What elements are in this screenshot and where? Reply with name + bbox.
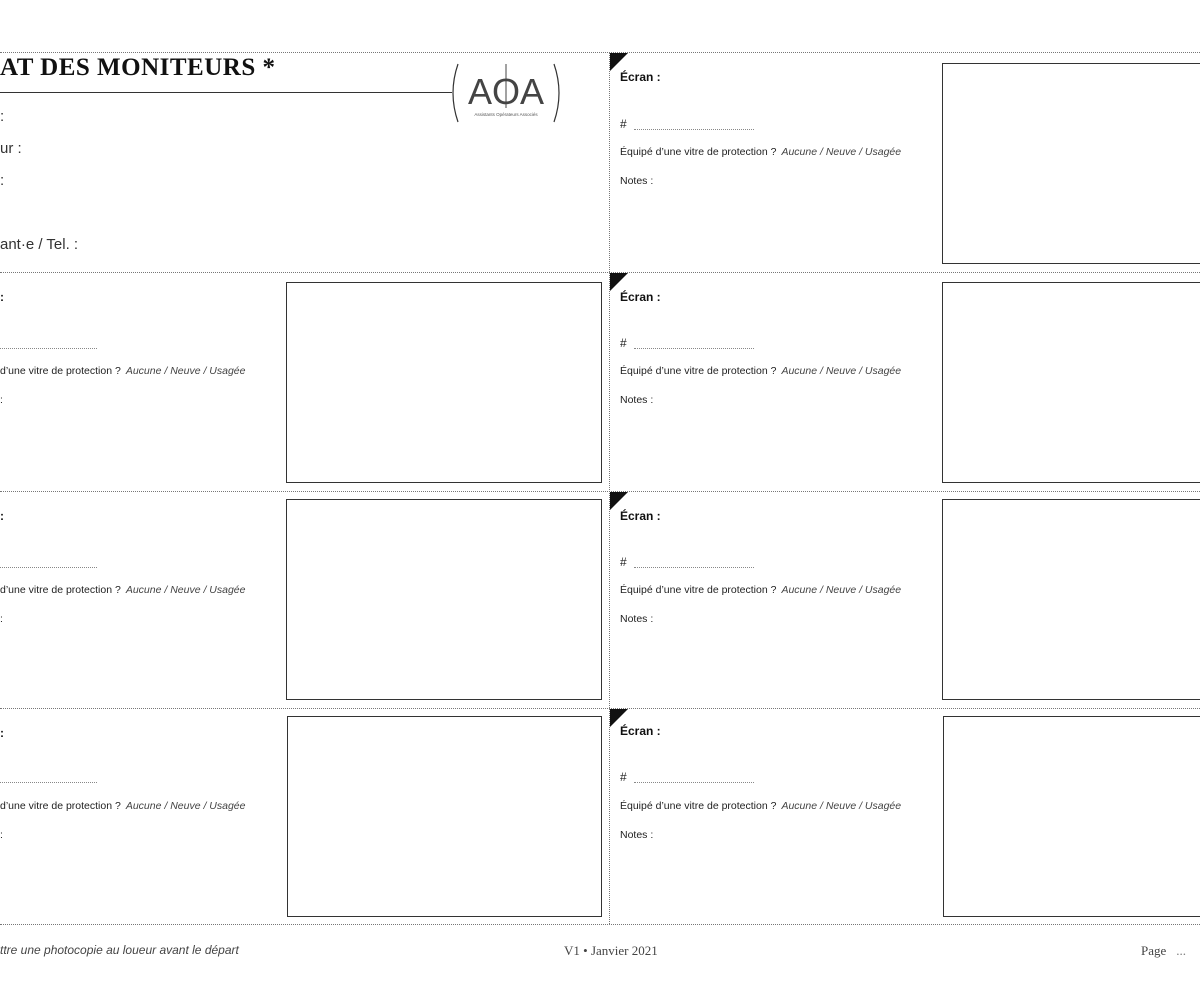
notes-label: : [0,613,3,625]
photo-frame[interactable] [942,282,1200,483]
photo-frame[interactable] [942,499,1200,700]
protection-options[interactable]: Aucune / Neuve / Usagée [781,800,902,812]
protection-question [620,800,901,812]
notes-label: Notes : [620,613,654,625]
screen-label: : [0,290,4,304]
corner-marker [610,273,628,291]
screen-number-line[interactable] [0,782,97,783]
footer-version: V1 • Janvier 2021 [564,943,658,958]
protection-question [0,584,246,596]
protection-question [620,146,901,158]
screen-label: Écran : [620,509,661,523]
protection-options[interactable]: Aucune / Neuve / Usagée [781,365,902,377]
header-label-contact: ant·e / Tel. : [0,236,79,253]
protection-question [0,800,246,812]
notes-label: : [0,394,3,406]
screen-number-line[interactable] [634,782,754,783]
page-title: AT DES MONITEURS * [0,54,276,81]
screen-number-line[interactable] [0,348,97,349]
corner-marker [610,53,628,71]
photo-frame[interactable] [942,63,1200,264]
protection-options[interactable]: Aucune / Neuve / Usagée [781,146,902,158]
protection-question-text: d’une vitre de protection ? [0,584,121,596]
header-label-2: ur : [0,140,22,157]
photo-frame[interactable] [286,282,602,483]
footer-instruction: ttre une photocopie au loueur avant le départ [0,943,239,957]
photo-frame[interactable] [943,716,1200,917]
photo-frame[interactable] [286,499,602,700]
footer-page-number[interactable]: ... [1176,943,1187,958]
protection-question-text: d’une vitre de protection ? [0,365,121,377]
protection-question-text: Équipé d’une vitre de protection ? [620,365,777,377]
protection-question [0,365,246,377]
notes-label: Notes : [620,829,654,841]
protection-options[interactable]: Aucune / Neuve / Usagée [125,800,246,812]
protection-question-text: d’une vitre de protection ? [0,800,121,812]
header-label-1: : [0,108,5,125]
screen-number-line[interactable] [0,567,97,568]
footer-page [1141,943,1186,959]
photo-frame[interactable] [287,716,602,917]
column-divider [609,52,610,924]
footer-page-label: Page [1141,943,1167,958]
screen-number-label: # [620,117,627,131]
protection-question-text: Équipé d’une vitre de protection ? [620,800,777,812]
notes-label: Notes : [620,394,654,406]
protection-question [620,365,901,377]
protection-question [620,584,901,596]
screen-number-line[interactable] [634,348,754,349]
screen-number-line[interactable] [634,129,754,130]
screen-number-label: # [620,336,627,350]
protection-options[interactable]: Aucune / Neuve / Usagée [125,584,246,596]
screen-number-line[interactable] [634,567,754,568]
corner-marker [610,492,628,510]
screen-label: : [0,509,4,523]
header-label-3: : [0,172,5,189]
logo-text: AOA [467,71,545,112]
protection-question-text: Équipé d’une vitre de protection ? [620,584,777,596]
screen-number-label: # [620,770,627,784]
screen-number-label: # [620,555,627,569]
screen-label: : [0,726,4,740]
notes-label: : [0,829,3,841]
logo-subtext: Assistants Opérateurs Associés [474,112,538,117]
protection-options[interactable]: Aucune / Neuve / Usagée [781,584,902,596]
protection-options[interactable]: Aucune / Neuve / Usagée [125,365,246,377]
notes-label: Notes : [620,175,654,187]
screen-label: Écran : [620,70,661,84]
screen-label: Écran : [620,724,661,738]
protection-question-text: Équipé d’une vitre de protection ? [620,146,777,158]
screen-label: Écran : [620,290,661,304]
